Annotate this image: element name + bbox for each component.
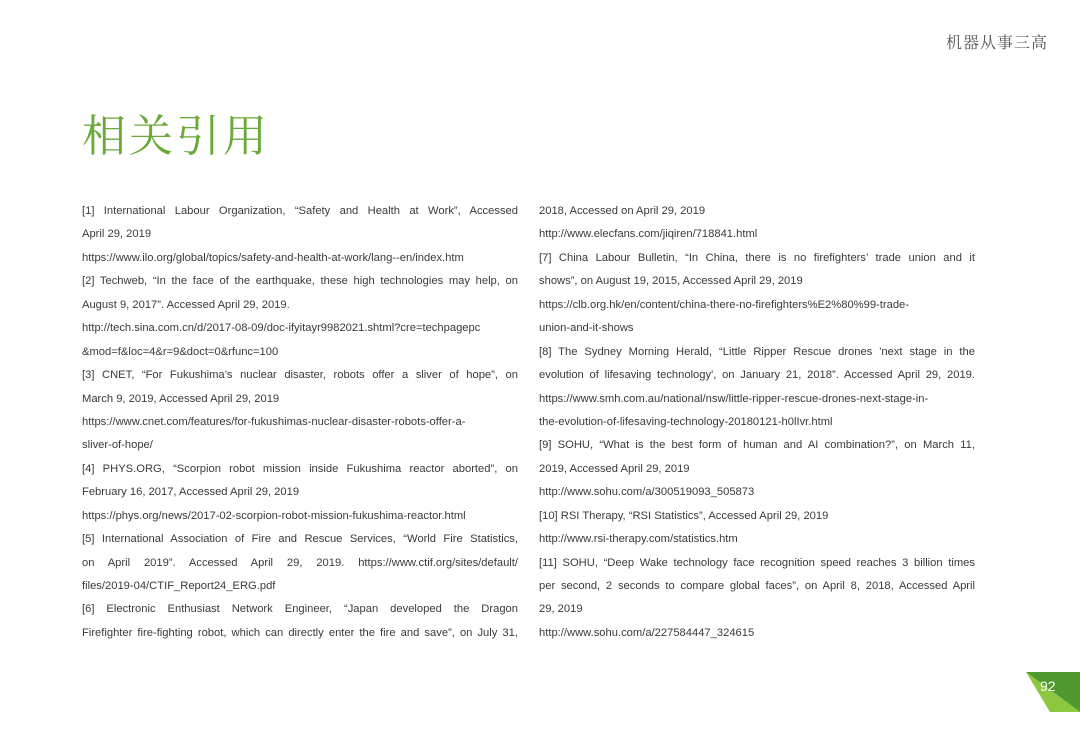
reference-line: 29, 2019: [539, 603, 583, 616]
reference-link[interactable]: https://www.ilo.org/global/topics/safety-and-health-at-work/lang--en/index.htm: [82, 251, 464, 264]
reference-line: on April 2019”. Accessed April 29, 2019. https://www.ctif.org/sites/default/: [82, 556, 518, 569]
reference-line: [1] International Labour Organization, “Safety and Health at Work”, Accessed: [82, 205, 518, 217]
reference-link[interactable]: http://www.elecfans.com/jiqiren/718841.html: [539, 228, 758, 241]
reference-link[interactable]: https://www.smh.com.au/national/nsw/little-ripper-rescue-drones-next-stage-in-: [539, 392, 929, 405]
reference-line: August 9, 2017”. Accessed April 29, 2019.: [82, 298, 290, 311]
reference-link[interactable]: https://clb.org.hk/en/content/china-there-no-firefighters%E2%80%99-trade-: [539, 298, 910, 311]
reference-link[interactable]: union-and-it-shows: [539, 322, 634, 335]
reference-line: 2019, Accessed April 29, 2019: [539, 462, 690, 475]
references-column-left: [82, 200, 518, 645]
reference-link[interactable]: the-evolution-of-lifesaving-technology-20180121-h0lIvr.html: [539, 415, 833, 428]
reference-line: [2] Techweb, “In the face of the earthquake, these high technologies may help, on: [82, 275, 518, 288]
reference-line: 2018, Accessed on April 29, 2019: [539, 205, 706, 217]
reference-link[interactable]: http://www.sohu.com/a/300519093_505873: [539, 486, 755, 499]
reference-line: [4] PHYS.ORG, “Scorpion robot mission inside Fukushima reactor aborted”, on: [82, 462, 518, 475]
reference-link[interactable]: https://phys.org/news/2017-02-scorpion-robot-mission-fukushima-reactor.html: [82, 509, 466, 522]
reference-line: [3] CNET, “For Fukushima’s nuclear disaster, robots offer a sliver of hope”, on: [82, 369, 518, 382]
reference-line: [6] Electronic Enthusiast Network Engineer, “Japan developed the Dragon: [82, 603, 518, 616]
references-column-right: [539, 200, 975, 645]
reference-line: April 29, 2019: [82, 228, 152, 241]
reference-line: [7] China Labour Bulletin, “In China, there is no firefighters’ trade union and it: [539, 251, 975, 264]
reference-link[interactable]: http://www.sohu.com/a/227584447_324615: [539, 626, 755, 639]
reference-line: Firefighter fire-fighting robot, which can directly enter the fire and save”, on July 31,: [82, 626, 518, 639]
page-heading: 相关引用: [82, 111, 270, 162]
reference-link[interactable]: files/2019-04/CTIF_Report24_ERG.pdf: [82, 580, 276, 592]
reference-line: shows”, on August 19, 2015, Accessed April 29, 2019: [539, 275, 803, 288]
reference-link[interactable]: http://tech.sina.com.cn/d/2017-08-09/doc-ifyitayr9982021.shtml?cre=techpagepc: [82, 322, 481, 335]
page-number: 92: [1040, 678, 1056, 694]
reference-line: [8] The Sydney Morning Herald, “Little Ripper Rescue drones 'next stage in the: [539, 345, 975, 358]
reference-line: March 9, 2019, Accessed April 29, 2019: [82, 392, 280, 405]
reference-line: [11] SOHU, “Deep Wake technology face recognition speed reaches 3 billion times: [539, 556, 975, 569]
reference-line: [9] SOHU, “What is the best form of human and AI combination?”, on March 11,: [539, 439, 975, 452]
report-title: 机器从事三高: [945, 33, 1048, 52]
page-number-tab: [1026, 672, 1080, 712]
reference-link[interactable]: &mod=f&loc=4&r=9&doct=0&rfunc=100: [82, 345, 279, 358]
reference-line: per second, 2 seconds to compare global faces”, on April 8, 2018, Accessed April: [539, 580, 975, 592]
reference-line: evolution of lifesaving technology', on January 21, 2018”. Accessed April 29, 2019.: [539, 369, 975, 382]
reference-line: [10] RSI Therapy, “RSI Statistics”, Accessed April 29, 2019: [539, 509, 829, 522]
reference-line: [5] International Association of Fire and Rescue Services, “World Fire Statistics,: [82, 533, 518, 546]
reference-line: February 16, 2017, Accessed April 29, 2019: [82, 486, 300, 499]
reference-link[interactable]: https://www.cnet.com/features/for-fukushimas-nuclear-disaster-robots-offer-a-: [82, 415, 466, 428]
reference-link[interactable]: sliver-of-hope/: [82, 439, 153, 452]
reference-link[interactable]: http://www.rsi-therapy.com/statistics.htm: [539, 533, 738, 546]
